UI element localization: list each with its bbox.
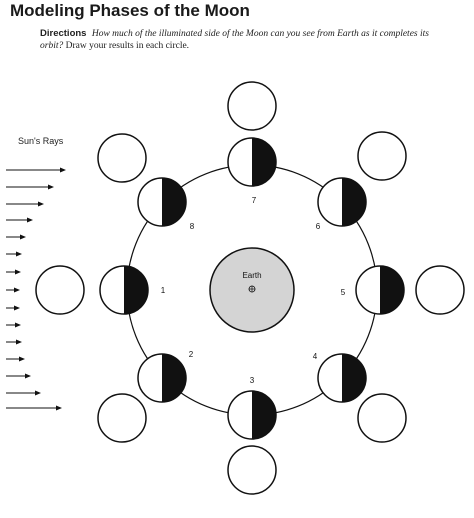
sun-ray-head <box>48 185 54 190</box>
sun-ray-head <box>20 235 26 240</box>
answer-circle-2[interactable] <box>98 394 146 442</box>
sun-ray-head <box>38 202 44 207</box>
sun-ray-head <box>60 168 66 173</box>
sun-ray-head <box>15 270 21 275</box>
moon-dark-half <box>162 178 186 226</box>
earth-label: Earth <box>242 271 262 280</box>
moon-position-4 <box>318 354 366 402</box>
answer-circle-6[interactable] <box>358 132 406 180</box>
moon-position-2 <box>138 354 186 402</box>
moon-position-8 <box>138 178 186 226</box>
moon-position-7 <box>228 138 276 186</box>
sun-ray-head <box>16 340 22 345</box>
answer-circle-5[interactable] <box>416 266 464 314</box>
sun-ray-head <box>35 391 41 396</box>
answer-circle-1[interactable] <box>36 266 84 314</box>
sun-ray-head <box>25 374 31 379</box>
position-number-3: 3 <box>249 376 255 385</box>
position-number-2: 2 <box>188 350 194 359</box>
sun-ray-head <box>56 406 62 411</box>
sun-ray-head <box>27 218 33 223</box>
moon-position-5 <box>356 266 404 314</box>
directions-question: How much of the illuminated side of the Moon can you see from Earth as it completes its orbit? <box>40 29 429 51</box>
position-number-7: 7 <box>251 196 257 205</box>
moon-dark-half <box>124 266 148 314</box>
answer-circle-7[interactable] <box>228 82 276 130</box>
position-number-6: 6 <box>315 222 321 231</box>
moon-position-1 <box>100 266 148 314</box>
position-number-5: 5 <box>340 288 346 297</box>
earth <box>210 248 294 332</box>
page-title: Modeling Phases of the Moon <box>10 1 250 20</box>
position-number-8: 8 <box>189 222 195 231</box>
sun-ray-head <box>19 357 25 362</box>
directions-instruction: Draw your results in each circle. <box>65 41 190 51</box>
answer-circle-4[interactable] <box>358 394 406 442</box>
position-number-4: 4 <box>312 352 318 361</box>
sun-ray-head <box>15 323 21 328</box>
answer-circle-8[interactable] <box>98 134 146 182</box>
moon-dark-half <box>380 266 404 314</box>
position-number-1: 1 <box>160 286 166 295</box>
moon-dark-half <box>252 138 276 186</box>
moon-dark-half <box>162 354 186 402</box>
moon-dark-half <box>342 178 366 226</box>
moon-position-3 <box>228 391 276 439</box>
answer-circle-3[interactable] <box>228 446 276 494</box>
sun-ray-head <box>16 252 22 257</box>
sun-ray-head <box>14 306 20 311</box>
directions-label: Directions <box>40 28 87 39</box>
sun-ray-head <box>14 288 20 293</box>
moon-position-6 <box>318 178 366 226</box>
sun-rays-label: Sun's Rays <box>18 136 64 146</box>
moon-dark-half <box>252 391 276 439</box>
moon-dark-half <box>342 354 366 402</box>
